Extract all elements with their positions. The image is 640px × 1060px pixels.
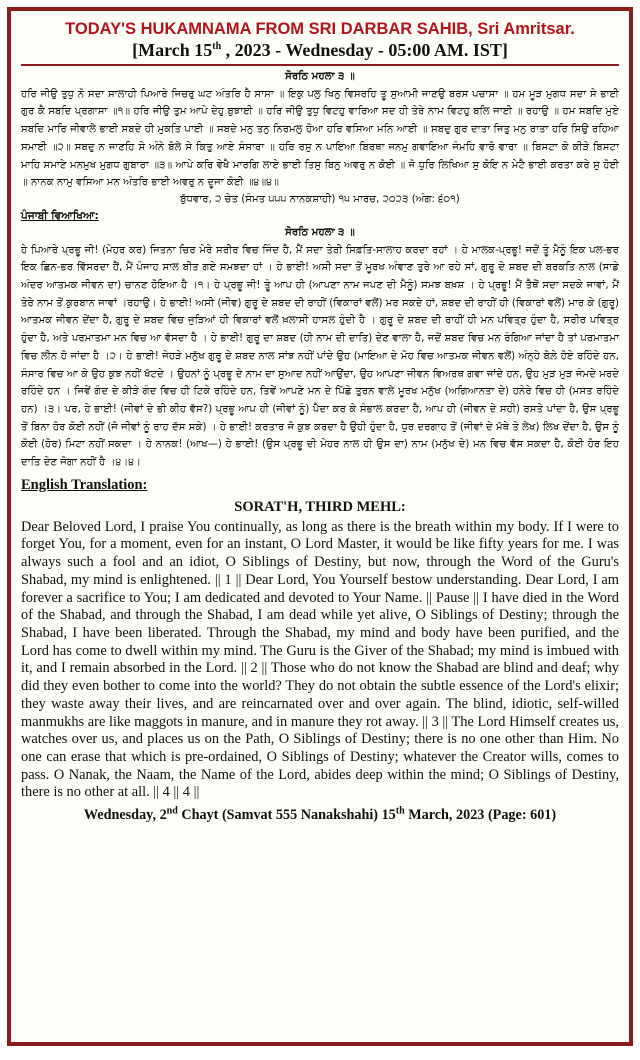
footer-middle: Chayt (Samvat 555 Nanakshahi) 15 — [177, 807, 396, 824]
english-section-label: English Translation: — [21, 476, 148, 493]
punjabi-heading: ਸੋਰਠਿ ਮਹਲਾ ੩ ॥ — [285, 226, 355, 238]
footer-prefix: Wednesday, 2 — [83, 807, 167, 824]
divider — [21, 64, 619, 66]
footer-date — [21, 806, 619, 824]
gurbani-heading: ਸੋਰਠਿ ਮਹਲਾ ੩ ॥ — [285, 71, 355, 82]
gurbani-text: ਹਰਿ ਜੀਉ ਤੁਧੁ ਨੋ ਸਦਾ ਸਾਲਾਹੀ ਪਿਆਰੇ ਜਿਚਰੁ ਘਟ ਅੰਤਰਿ ਹੈ ਸਾਸਾ ॥ ਇਕੁ ਪਲੁ ਖਿਨੁ ਵਿਸਰਹਿ ਤੂ ਸੁਆਮੀ ਜਾਣਉ ਬਰਸ ਪਚਾਸਾ ॥ ਹਮ ਮੂੜ ਮੁਗਧ ਸਦਾ ਸੇ ਭਾਈ ਗੁਰ ਕੈ ਸਬਦਿ ਪ੍ਰਗਾਸਾ ॥੧॥ ਹਰਿ ਜੀਉ ਤੁਮ ਆਪੇ ਦੇਹੁ ਬੁਝਾਈ ॥ ਹਰਿ ਜੀਉ ਤੁਧੁ ਵਿਟਹੁ ਵਾਰਿਆ ਸਦ ਹੀ ਤੇਰੇ ਨਾਮ ਵਿਟਹੁ ਬਲਿ ਜਾਈ ॥ ਰਹਾਉ ॥ ਹਮ ਸਬਦਿ ਮੁਏ ਸਬਦਿ ਮਾਰਿ ਜੀਵਾਲੇ ਭਾਈ ਸਬਦੇ ਹੀ ਮੁਕਤਿ ਪਾਈ ॥ ਸਬਦੇ ਮਨੁ ਤਨੁ ਨਿਰਮਲੁ ਹੋਆ ਹਰਿ ਵਸਿਆ ਮਨਿ ਆਈ ॥ ਸਬਦੁ ਗੁਰ ਦਾਤਾ ਜਿਤੁ ਮਨੁ ਰਾਤਾ ਹਰਿ ਸਿਉ ਰਹਿਆ ਸਮਾਈ ॥੨॥ ਸਬਦੁ ਨ ਜਾਣਹਿ ਸੇ ਅੰਨੇ ਬੋਲੇ ਸੇ ਕਿਤੁ ਆਏ ਸੰਸਾਰਾ ॥ ਹਰਿ ਰਸੁ ਨ ਪਾਇਆ ਬਿਰਥਾ ਜਨਮੁ ਗਵਾਇਆ ਜੰਮਹਿ ਵਾਰੋ ਵਾਰਾ ॥ ਬਿਸਟਾ ਕੇ ਕੀੜੇ ਬਿਸਟਾ ਮਾਹਿ ਸਮਾਣੇ ਮਨਮੁਖ ਮੁਗਧ ਗੁਬਾਰਾ ॥੩॥ ਆਪੇ ਕਰਿ ਵੇਖੈ ਮਾਰਗਿ ਲਾਏ ਭਾਈ ਤਿਸੁ ਬਿਨੁ ਅਵਰੁ ਨ ਕੋਈ ॥ ਜੋ ਧੁਰਿ ਲਿਖਿਆ ਸੁ ਕੋਇ ਨ ਮੇਟੈ ਭਾਈ ਕਰਤਾ ਕਰੇ ਸੁ ਹੋਈ ॥ ਨਾਨਕ ਨਾਮੁ ਵਸਿਆ ਮਨ ਅੰਤਰਿ ਭਾਈ ਅਵਰੁ ਨ ਦੂਜਾ ਕੋਈ ॥੪॥੪॥ — [21, 88, 619, 189]
footer-sup-th: th — [395, 805, 405, 817]
english-translation: Dear Beloved Lord, I praise You continually, as long as there is the breath within my body. If I were to forget You, for a moment, even for an instant, O Lord Master, it would be like fifty years for me. I was always such a fool and an idiot, O Siblings of Destiny, but now, through the Word of the Guru's Shabad, my mind is enlightened. || 1 || Dear Lord, You Yourself bestow understanding. Dear Lord, I am forever a sacrifice to You; I am dedicated and devoted to Your Name. || Pause || I have died in the Word of the Shabad, and through the Shabad, I am dead while yet alive, O Siblings of Destiny; through the Shabad, I have been liberated. Through the Shabad, my mind and body have been purified, and the Lord has come to dwell within my mind. The Guru is the Giver of the Shabad; my mind is imbued with it, and I remain absorbed in the Lord. || 2 || Those who do not know the Shabad are blind and deaf; why did they even bother to come into the world? They do not obtain the subtle essence of the Lord's elixir; they waste away their lives, and are reincarnated over and over again. The blind, idiotic, self-willed manmukhs are like maggots in manure, and in manure they rot away. || 3 || The Lord Himself creates us, watches over us, and places us on the Path, O Siblings of Destiny; there is no one other than Him. No one can erase that which is pre-ordained, O Siblings of Destiny; whatever the Creator wills, comes to pass. O Nanak, the Naam, the Name of the Lord, abides deep within the mind; O Siblings of Destiny, there is no other at all. || 4 || 4 || — [21, 518, 619, 801]
date-line — [21, 39, 619, 61]
english-heading: SORAT'H, THIRD MEHL: — [234, 498, 406, 515]
date-suffix: th — [212, 41, 222, 52]
footer-sup-nd: nd — [166, 805, 178, 817]
footer-suffix: March, 2023 (Page: 601) — [404, 807, 557, 824]
punjabi-date: ਬੁੱਧਵਾਰ, ੨ ਚੇਤ (ਸੰਮਤ ੫੫੫ ਨਾਨਕਸ਼ਾਹੀ) ੧੫ ਮਾਰਚ, ੨੦੨੩ (ਅੰਗ: ੬੦੧) — [180, 193, 460, 205]
hukamnama-page — [7, 7, 633, 1046]
date-prefix: [March 15 — [132, 40, 213, 60]
punjabi-section-label: ਪੰਜਾਬੀ ਵਿਆਖਿਆ: — [21, 209, 99, 222]
page-title: TODAY'S HUKAMNAMA FROM SRI DARBAR SAHIB, Sri Amritsar. — [65, 20, 575, 38]
date-rest: , 2023 - Wednesday - 05:00 AM. IST] — [221, 40, 508, 60]
punjabi-translation: ਹੇ ਪਿਆਰੇ ਪ੍ਰਭੂ ਜੀ! (ਮੇਹਰ ਕਰ) ਜਿਤਨਾ ਚਿਰ ਮੇਰੇ ਸਰੀਰ ਵਿਚ ਜਿੰਦ ਹੈ, ਮੈਂ ਸਦਾ ਤੇਰੀ ਸਿਫ਼ਤਿ-ਸਾਲਾਹ ਕਰਦਾ ਰਹਾਂ । ਹੇ ਮਾਲਕ-ਪ੍ਰਭੂ! ਜਦੋਂ ਤੂੰ ਮੈਨੂੰ ਇਕ ਪਲ-ਭਰ ਇਕ ਛਿਨ-ਭਰ ਵਿੱਸਰਦਾ ਹੈਂ, ਮੈਂ ਪੰਜਾਹ ਸਾਲ ਬੀਤ ਗਏ ਸਮਝਦਾ ਹਾਂ । ਹੇ ਭਾਈ! ਅਸੀ ਸਦਾ ਤੋਂ ਮੂਰਖ ਅੰਞਾਣ ਤੁਰੇ ਆ ਰਹੇ ਸਾਂ, ਗੁਰੂ ਦੇ ਸ਼ਬਦ ਦੀ ਬਰਕਤਿ ਨਾਲ (ਸਾਡੇ ਅੰਦਰ ਆਤਮਕ ਜੀਵਨ ਦਾ) ਚਾਨਣ ਹੋਇਆ ਹੈ ।੧। ਹੇ ਪ੍ਰਭੂ ਜੀ! ਤੂੰ ਆਪ ਹੀ (ਆਪਣਾ ਨਾਮ ਜਪਣ ਦੀ ਮੈਨੂੰ) ਸਮਝ ਬਖ਼ਸ਼ । ਹੇ ਪ੍ਰਭੂ! ਮੈਂ ਤੈਥੋਂ ਸਦਾ ਸਦਕੇ ਜਾਵਾਂ, ਮੈਂ ਤੇਰੇ ਨਾਮ ਤੋਂ ਕੁਰਬਾਨ ਜਾਵਾਂ ।ਰਹਾਉ। ਹੇ ਭਾਈ! ਅਸੀ (ਜੀਵ) ਗੁਰੂ ਦੇ ਸ਼ਬਦ ਦੀ ਰਾਹੀਂ (ਵਿਕਾਰਾਂ ਵਲੋਂ) ਮਰ ਸਕਦੇ ਹਾਂ, ਸ਼ਬਦ ਦੀ ਰਾਹੀਂ ਹੀ (ਵਿਕਾਰਾਂ ਵਲੋਂ) ਮਾਰ ਕੇ (ਗੁਰੂ) ਆਤਮਕ ਜੀਵਨ ਦੇਂਦਾ ਹੈ, ਗੁਰੂ ਦੇ ਸ਼ਬਦ ਵਿਚ ਜੁੜਿਆਂ ਹੀ ਵਿਕਾਰਾਂ ਵਲੋਂ ਖ਼ਲਾਸੀ ਹਾਸਲ ਹੁੰਦੀ ਹੈ । ਗੁਰੂ ਦੇ ਸ਼ਬਦ ਦੀ ਰਾਹੀਂ ਹੀ ਮਨ ਪਵਿਤ੍ਰ ਹੁੰਦਾ ਹੈ, ਸਰੀਰ ਪਵਿਤ੍ਰ ਹੁੰਦਾ ਹੈ, ਅਤੇ ਪਰਮਾਤਮਾ ਮਨ ਵਿਚ ਆ ਵੱਸਦਾ ਹੈ । ਹੇ ਭਾਈ! ਗੁਰੂ ਦਾ ਸ਼ਬਦ (ਹੀ ਨਾਮ ਦੀ ਦਾਤਿ) ਦੇਣ ਵਾਲਾ ਹੈ, ਜਦੋਂ ਸ਼ਬਦ ਵਿਚ ਮਨ ਰੰਗਿਆ ਜਾਂਦਾ ਹੈ ਤਾਂ ਪਰਮਾਤਮਾ ਵਿਚ ਲੀਨ ਹੋ ਜਾਂਦਾ ਹੈ ।੨। ਹੇ ਭਾਈ! ਜੇਹੜੇ ਮਨੁੱਖ ਗੁਰੂ ਦੇ ਸ਼ਬਦ ਨਾਲ ਸਾਂਝ ਨਹੀਂ ਪਾਂਦੇ ਉਹ (ਮਾਇਆ ਦੇ ਮੋਹ ਵਿਚ ਆਤਮਕ ਜੀਵਨ ਵਲੋਂ) ਅੰਨ੍ਹੇ ਬੋਲ਼ੇ ਹੋਏ ਰਹਿੰਦੇ ਹਨ, ਸੰਸਾਰ ਵਿਚ ਆ ਕੇ ਉਹ ਕੁਝ ਨਹੀਂ ਖੱਟਦੇ । ਉਹਨਾਂ ਨੂੰ ਪ੍ਰਭੂ ਦੇ ਨਾਮ ਦਾ ਸੁਆਦ ਨਹੀਂ ਆਉਂਦਾ, ਉਹ ਆਪਣਾ ਜੀਵਨ ਵਿਅਰਥ ਗਵਾ ਜਾਂਦੇ ਹਨ, ਉਹ ਮੁੜ ਮੁੜ ਜੰਮਦੇ ਮਰਦੇ ਰਹਿੰਦੇ ਹਨ । ਜਿਵੇਂ ਗੰਦ ਦੇ ਕੀੜੇ ਗੰਦ ਵਿਚ ਹੀ ਟਿਕੇ ਰਹਿੰਦੇ ਹਨ, ਤਿਵੇਂ ਆਪਣੇ ਮਨ ਦੇ ਪਿੱਛੇ ਤੁਰਨ ਵਾਲੇ ਮੂਰਖ ਮਨੁੱਖ (ਅਗਿਆਨਤਾ ਦੇ) ਹਨੇਰੇ ਵਿਚ ਹੀ (ਮਸਤ ਰਹਿੰਦੇ ਹਨ) ।੩। ਪਰ, ਹੇ ਭਾਈ! (ਜੀਵਾਂ ਦੇ ਭੀ ਕੀਹ ਵੱਸ?) ਪ੍ਰਭੂ ਆਪ ਹੀ (ਜੀਵਾਂ ਨੂੰ) ਪੈਦਾ ਕਰ ਕੇ ਸੰਭਾਲ ਕਰਦਾ ਹੈ, ਆਪ ਹੀ (ਜੀਵਨ ਦੇ ਸਹੀ) ਰਸਤੇ ਪਾਂਦਾ ਹੈ, ਉਸ ਪ੍ਰਭੂ ਤੋਂ ਬਿਨਾ ਹੋਰ ਕੋਈ ਨਹੀਂ (ਜੋ ਜੀਵਾਂ ਨੂੰ ਰਾਹ ਦੱਸ ਸਕੇ) । ਹੇ ਭਾਈ! ਕਰਤਾਰ ਜੋ ਕੁਝ ਕਰਦਾ ਹੈ ਉਹੀ ਹੁੰਦਾ ਹੈ, ਧੁਰ ਦਰਗਾਹ ਤੋਂ (ਜੀਵਾਂ ਦੇ ਮੱਥੇ ਤੇ ਲੇਖ) ਲਿਖ ਦੇਂਦਾ ਹੈ, ਉਸ ਨੂੰ ਕੋਈ (ਹੋਰ) ਮਿਟਾ ਨਹੀਂ ਸਕਦਾ । ਹੇ ਨਾਨਕ! (ਆਖ—) ਹੇ ਭਾਈ! (ਉਸ ਪ੍ਰਭੂ ਦੀ ਮੇਹਰ ਨਾਲ ਹੀ ਉਸ ਦਾ) ਨਾਮ (ਮਨੁੱਖ ਦੇ) ਮਨ ਵਿਚ ਵੱਸ ਸਕਦਾ ਹੈ, ਕੋਈ ਹੋਰ ਇਹ ਦਾਤਿ ਦੇਣ ਜੋਗਾ ਨਹੀਂ ਹੈ ।੪।੪। — [21, 244, 619, 469]
